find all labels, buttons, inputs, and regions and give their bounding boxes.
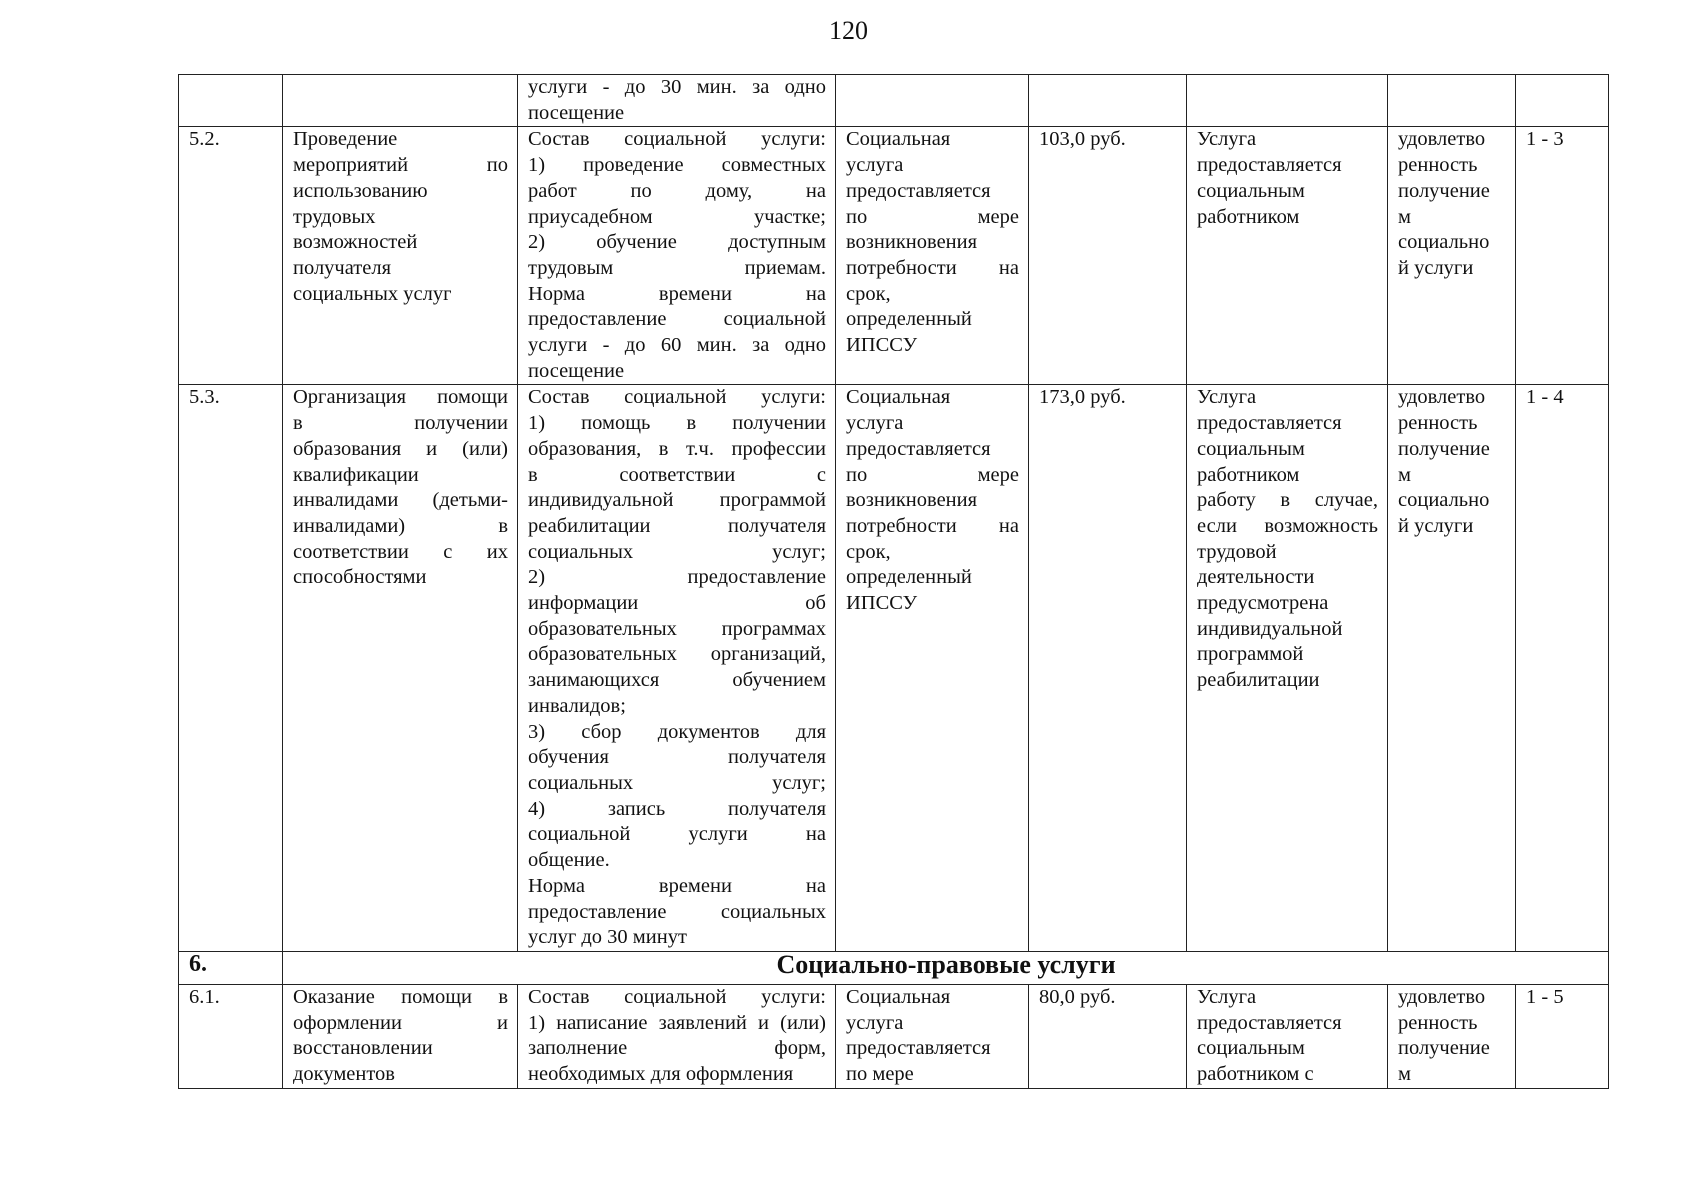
cell-line: мероприятий по xyxy=(293,154,508,177)
cell-line: трудовым приемам. xyxy=(528,256,826,279)
cell-line: получение xyxy=(1398,179,1490,202)
row-number: 5.3. xyxy=(179,385,283,951)
cell-line: документов xyxy=(293,1063,395,1086)
cell-line: 3) сбор документов для xyxy=(528,720,826,743)
cell-line: соответствии с их xyxy=(293,540,508,563)
cell-line: социально xyxy=(1398,231,1490,254)
cell-line: социальным xyxy=(1197,437,1305,460)
service-indicators xyxy=(1388,127,1516,385)
service-conditions xyxy=(1187,984,1388,1088)
row-number: 6.1. xyxy=(179,984,283,1088)
service-score: 1 - 4 xyxy=(1516,385,1609,951)
service-conditions xyxy=(1187,127,1388,385)
cell-line: Норма времени на xyxy=(528,874,826,897)
cell-line: получение xyxy=(1398,437,1490,460)
cell-line: индивидуальной программой xyxy=(528,489,826,512)
cell-line: социальным xyxy=(1197,179,1305,202)
cell-line: приусадебном участке; xyxy=(528,205,826,228)
cell-line: удовлетво xyxy=(1398,386,1486,409)
cell-line: работником xyxy=(1197,463,1300,486)
service-content xyxy=(518,984,836,1088)
cell-line: Состав социальной услуги: xyxy=(528,985,826,1008)
cell-line: срок, xyxy=(846,282,891,305)
cell-line: 2) обучение доступным xyxy=(528,231,826,254)
cell-line: инвалидами) в xyxy=(293,514,508,537)
cell-line: реабилитации получателя xyxy=(528,514,826,537)
cell-line: м xyxy=(1398,205,1411,228)
cell-line: потребности на xyxy=(846,256,1019,279)
cell-line: ИПССУ xyxy=(846,334,918,357)
cell-line: получение xyxy=(1398,1037,1490,1060)
service-conditions xyxy=(1187,385,1388,951)
cell-line: социальных услуг; xyxy=(528,540,826,563)
cell-line: инвалидами (детьми- xyxy=(293,489,508,512)
cell-line: предоставляется xyxy=(846,179,991,202)
cell-line: необходимых для оформления xyxy=(528,1063,794,1086)
service-name xyxy=(283,984,518,1088)
service-score: 1 - 3 xyxy=(1516,127,1609,385)
cell-line: услуги - до 30 мин. за одно xyxy=(528,76,826,98)
cell-line: образования и (или) xyxy=(293,437,508,460)
cell-line: Оказание помощи в xyxy=(293,985,508,1008)
service-price: 173,0 руб. xyxy=(1029,385,1187,951)
service-content xyxy=(518,75,836,127)
cell-line: деятельности xyxy=(1197,566,1315,589)
service-indicators xyxy=(1388,385,1516,951)
table-row xyxy=(179,75,1609,127)
cell-line: определенный xyxy=(846,308,972,331)
cell-line: заполнение форм, xyxy=(528,1037,826,1060)
cell-line: образовательных организаций, xyxy=(528,643,826,666)
service-content xyxy=(518,127,836,385)
table-row xyxy=(179,127,1609,385)
cell-line: общение. xyxy=(528,849,610,872)
cell-line: возникновения xyxy=(846,489,978,512)
service-price: 103,0 руб. xyxy=(1029,127,1187,385)
cell-line: работником xyxy=(1197,205,1300,228)
cell-line: удовлетво xyxy=(1398,128,1486,151)
cell-line: социальных услуг xyxy=(293,282,452,305)
cell-line: обучения получателя xyxy=(528,746,826,769)
cell-line: занимающихся обучением xyxy=(528,669,826,692)
cell-line: если возможность xyxy=(1197,514,1378,537)
cell-line: 2) предоставление xyxy=(528,566,826,589)
cell-line: ренность xyxy=(1398,1011,1478,1034)
cell-line: й услуги xyxy=(1398,256,1474,279)
cell-line: 1) написание заявлений и (или) xyxy=(528,1011,826,1034)
cell-line: работу в случае, xyxy=(1197,489,1378,512)
cell-line: восстановлении xyxy=(293,1037,433,1060)
cell-line: предоставляется xyxy=(1197,154,1342,177)
cell-line: предоставляется xyxy=(1197,1011,1342,1034)
cell-line: возникновения xyxy=(846,231,978,254)
cell-line: оформлении и xyxy=(293,1011,508,1034)
cell-line: работ по дому, на xyxy=(528,179,826,202)
cell-line: предоставляется xyxy=(846,437,991,460)
cell-line: услуг до 30 минут xyxy=(528,926,687,949)
cell-line: срок, xyxy=(846,540,891,563)
section-header-row xyxy=(179,951,1609,984)
service-terms xyxy=(836,984,1029,1088)
cell-line: посещение xyxy=(528,359,625,382)
cell-line: в соответствии с xyxy=(528,463,826,486)
cell-line: услуга xyxy=(846,412,904,435)
cell-line: инвалидов; xyxy=(528,694,626,717)
cell-line: в получении xyxy=(293,412,508,435)
service-price xyxy=(1029,75,1187,127)
cell-line: возможностей xyxy=(293,231,418,254)
cell-line: определенный xyxy=(846,566,972,589)
cell-line: способностями xyxy=(293,566,427,589)
cell-line: посещение xyxy=(528,101,625,124)
cell-line: социальных услуг; xyxy=(528,771,826,794)
cell-line: предусмотрена xyxy=(1197,592,1329,615)
cell-line: услуги - до 60 мин. за одно xyxy=(528,334,826,357)
service-conditions xyxy=(1187,75,1388,127)
cell-line: 1) помощь в получении xyxy=(528,412,826,435)
cell-line: трудовых xyxy=(293,205,376,228)
cell-line: м xyxy=(1398,1063,1411,1086)
service-name xyxy=(283,127,518,385)
cell-line: работником с xyxy=(1197,1063,1314,1086)
row-number: 5.2. xyxy=(179,127,283,385)
cell-line: по мере xyxy=(846,205,1019,228)
cell-line: услуга xyxy=(846,154,904,177)
service-indicators xyxy=(1388,75,1516,127)
cell-line: ренность xyxy=(1398,154,1478,177)
cell-line: Социальная xyxy=(846,985,951,1008)
cell-line: Социальная xyxy=(846,386,951,409)
cell-line: Услуга xyxy=(1197,386,1257,409)
cell-line: Организация помощи xyxy=(293,386,508,409)
services-table xyxy=(178,74,1609,1089)
cell-line: 4) запись получателя xyxy=(528,797,826,820)
service-indicators xyxy=(1388,984,1516,1088)
cell-line: трудовой xyxy=(1197,540,1277,563)
service-name xyxy=(283,75,518,127)
service-content xyxy=(518,385,836,951)
cell-line: Услуга xyxy=(1197,128,1257,151)
cell-line: 1) проведение совместных xyxy=(528,154,826,177)
service-price: 80,0 руб. xyxy=(1029,984,1187,1088)
cell-line: квалификации xyxy=(293,463,419,486)
cell-line: удовлетво xyxy=(1398,985,1486,1008)
cell-line: индивидуальной xyxy=(1197,617,1343,640)
cell-line: Услуга xyxy=(1197,985,1257,1008)
cell-line: социальным xyxy=(1197,1037,1305,1060)
cell-line: м xyxy=(1398,463,1411,486)
cell-line: социально xyxy=(1398,489,1490,512)
service-score xyxy=(1516,75,1609,127)
page-number: 120 xyxy=(829,16,868,45)
cell-line: потребности на xyxy=(846,514,1019,537)
section-number: 6. xyxy=(179,951,283,984)
cell-line: получателя xyxy=(293,256,392,279)
cell-line: услуга xyxy=(846,1011,904,1034)
service-terms xyxy=(836,385,1029,951)
cell-line: предоставление социальных xyxy=(528,900,826,923)
table-row xyxy=(179,385,1609,951)
cell-line: й услуги xyxy=(1398,514,1474,537)
cell-line: Норма времени на xyxy=(528,282,826,305)
cell-line: ИПССУ xyxy=(846,592,918,615)
service-score: 1 - 5 xyxy=(1516,984,1609,1088)
cell-line: Состав социальной услуги: xyxy=(528,128,826,151)
table-row xyxy=(179,984,1609,1088)
cell-line: Проведение xyxy=(293,128,398,151)
cell-line: Состав социальной услуги: xyxy=(528,386,826,409)
service-name xyxy=(283,385,518,951)
cell-line: программой xyxy=(1197,643,1304,666)
cell-line: по мере xyxy=(846,463,1019,486)
cell-line: по мере xyxy=(846,1063,914,1086)
cell-line: информации об xyxy=(528,592,826,615)
section-title: Социально-правовые услуги xyxy=(283,951,1609,984)
service-terms xyxy=(836,75,1029,127)
cell-line: ренность xyxy=(1398,412,1478,435)
cell-line: реабилитации xyxy=(1197,669,1320,692)
service-terms xyxy=(836,127,1029,385)
cell-line: социальной услуги на xyxy=(528,823,826,846)
row-number xyxy=(179,75,283,127)
cell-line: предоставление социальной xyxy=(528,308,826,331)
cell-line: предоставляется xyxy=(846,1037,991,1060)
cell-line: образования, в т.ч. профессии xyxy=(528,437,826,460)
cell-line: образовательных программах xyxy=(528,617,826,640)
cell-line: предоставляется xyxy=(1197,412,1342,435)
cell-line: использованию xyxy=(293,179,428,202)
cell-line: Социальная xyxy=(846,128,951,151)
